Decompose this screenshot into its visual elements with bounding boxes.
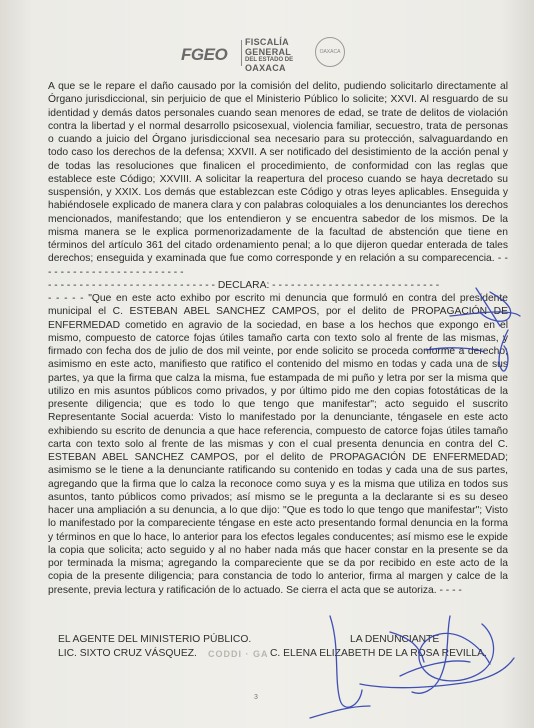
declara-heading: - - - - - - - - - - - - - - - - - - - - - - - - - - - DECLARA: - - - - - - - - - - - - - - - - - - - - - - - - - - - (48, 279, 440, 291)
agent-name: LIC. SIXTO CRUZ VÁSQUEZ. (58, 648, 197, 659)
page-number: 3 (254, 694, 258, 701)
complainant-name: C. ELENA ELIZABETH DE LA ROSA REVILLA. (270, 648, 487, 659)
org-line-3: DEL ESTADO DE (245, 57, 294, 63)
org-line-1: FISCALÍA (245, 37, 289, 47)
org-line-2: GENERAL (245, 46, 292, 57)
seal-icon: OAXACA (315, 37, 345, 67)
agent-title: EL AGENTE DEL MINISTERIO PÚBLICO. (58, 634, 252, 645)
paragraph-declaration: - - - - - "Que en este acto exhibo por escrito mi denuncia que formuló en contra del presidente municipal el C. ESTEBAN ABEL SANCHEZ CAMPOS, por el delito de PROPAGACIÓN DE ENFERMEDAD cometido en agravio de la sociedad, en base a los hechos que expongo en el mismo, compuesto de catorce fojas útiles tamaño carta con texto solo al frente de las mismas, y firmado con fecha dos de julio de dos mil veinte, por ende solicito se proceda conforme a derecho; asimismo en este acto, manifiesto que ratifico el contenido del mismo en todas y cada una de sus partes, ya que la firma que calza la misma, fue estampada de mi puño y letra por ser la misma que utilizo en mis asuntos públicos como privados, y por último pido me den copias fotostáticas de la presente diligencia; que es todo lo que tengo que manifestar"; acto seguido el suscrito Representante Social acuerda: Visto lo manifestado por la denunciante, téngasele en este acto exhibiendo su escrito de denuncia a que hace referencia, compuesto de catorce fojas útiles tamaño carta con texto solo al frente de las mismas y con el cual presenta denuncia en contra del C. ESTEBAN ABEL SANCHEZ CAMPOS, por el delito de PROPAGACIÓN DE ENFERMEDAD; asimismo se le tiene a la denunciante ratificando su contenido en todas y cada una de sus partes, agregando que la firma que lo calza la reconoce como suya y es la misma que utiliza en todos sus asuntos, tanto públicos como privados; así mismo se le pregunta a la declarante si es su deseo hacer una ampliación a su denuncia, a lo que dijo: "Que es todo lo que tengo que manifestar"; Visto lo manifestado por la compareciente téngase en este acto presentando formal denuncia en la forma y términos en que lo hace, lo anterior para los efectos legales conducentes; así mismo ese le expide la copia que solicita; acto seguido y al no haber nada más que hacer constar en la presente se da por terminada la misma; agregando la compareciente que se da por recibido en este acto de la copia de la presente diligencia; para constancia de todo lo anterior, firma al margen y calce de la presente, previa lectura y ratificación de lo actuado. Se cierra el acta que se autoriza. - - - - (48, 293, 508, 596)
complainant-title: LA DENUNCIANTE (350, 634, 440, 645)
fgeo-logo-mark: FGEO (181, 45, 228, 64)
signature-block (58, 633, 508, 661)
document-body (48, 80, 508, 597)
fiscalia-logo (181, 36, 349, 73)
paragraph-rights: A que se le repare el daño causado por la comisión del delito, pudiendo solicitarlo directamente al Órgano jurisdiccional, sin perjuicio de que el Ministerio Público lo solicite; XXVI. Al resguardo de su identidad y demás datos personales cuando sean menores de edad, se trate de delitos de violación contra la libertad y el normal desarrollo psicosexual, violencia familiar, secuestro, trata de personas o cuando a juicio del Órgano jurisdiccional sea necesario para su protección, salvaguardando en todo caso los derechos de la defensa; XXVII. A ser notificado del desistimiento de la acción penal y de todas las resoluciones que finalicen el procedimiento, de conformidad con las reglas que establece este Código; XXVIII. A solicitar la reapertura del proceso cuando se haya decretado su suspensión, y XXIX. Los demás que establezcan este Código y otras leyes aplicables. Enseguida y habiéndosele explicado de manera clara y con palabras coloquiales a los denunciantes los derechos mencionados, manifestando; que los entendieron y se encuentra sabedor de los mismos. De la misma manera se le explica pormenorizadamente de la facultad de abstención que tiene en términos del artículo 361 del citado ordenamiento penal; a lo que dijeron quedar enterada de tales derechos; enseguida y examinada que fue como corresponde y en relación a su comparecencia. - - - - - - - - - - - - - - - - - - - - - - - - (48, 81, 508, 278)
org-line-4: OAXACA (245, 63, 286, 73)
watermark: CODDI · GA (208, 649, 269, 659)
logo-divider (241, 40, 242, 66)
organization-name (245, 38, 293, 74)
